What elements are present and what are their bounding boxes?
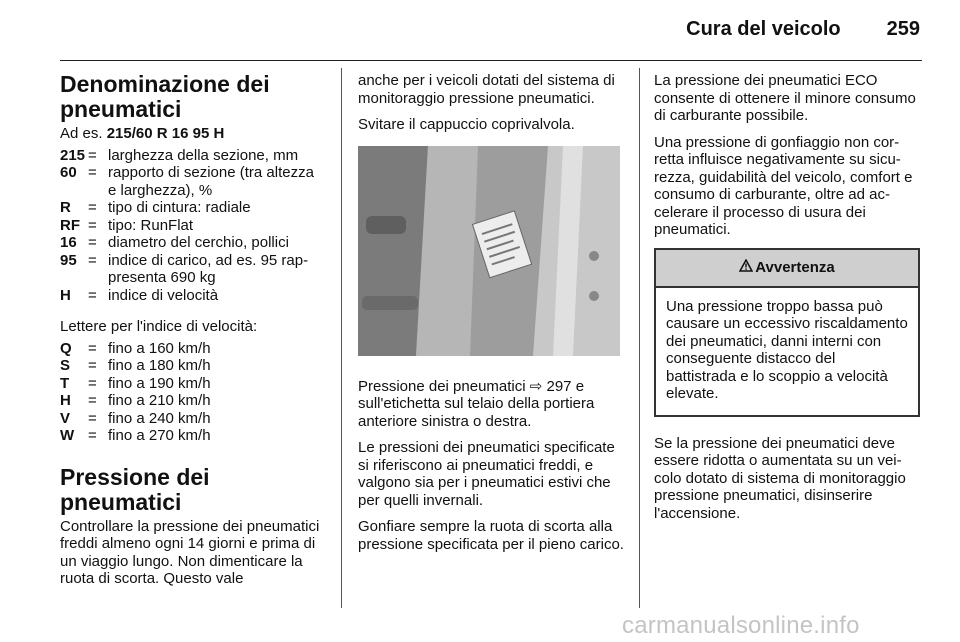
speed-eq: = [88, 427, 97, 444]
speed-value: fino a 180 km/h [108, 357, 211, 374]
warning-text: Una pressione troppo bassa può causare un eccessivo riscaldamento dei pneumatici, danni interni con conseguente distacco del battistrada e lo scoppio a velocità elevate. [666, 297, 908, 402]
definition-row [60, 217, 326, 235]
def-value: rapporto di sezione (tra altezza e larghezza), % [108, 164, 314, 199]
speed-eq: = [88, 357, 97, 374]
speed-index-list [60, 340, 326, 445]
column-divider-1 [341, 68, 342, 608]
speed-eq: = [88, 409, 97, 427]
warning-box [654, 248, 920, 417]
designation-list [60, 147, 326, 305]
definition-row [60, 252, 326, 287]
speed-key: T [60, 374, 70, 392]
warning-triangle-icon [739, 259, 753, 277]
def-key: H [60, 286, 71, 304]
example-code: 215/60 R 16 95 H [106, 125, 225, 142]
column-3 [654, 72, 920, 531]
def-eq: = [88, 164, 97, 181]
column-2 [358, 72, 624, 562]
def-eq: = [88, 216, 97, 234]
speed-value: fino a 240 km/h [108, 409, 211, 427]
speed-eq: = [88, 339, 97, 357]
definition-row [60, 164, 326, 199]
paragraph: Controllare la pressione dei pneumatici freddi almeno ogni 14 giorni e prima di un viaggio lungo. Non dimenticare la ruota di scorta. Questo vale [60, 517, 320, 587]
page-number: 259 [886, 18, 920, 40]
def-key: RF [60, 216, 80, 234]
paragraph: Pressione dei pneumatici ⇨ 297 e sull'etichetta sul telaio della portiera anteriore sinistra o destra. [358, 377, 595, 430]
watermark: carmanualsonline.info [622, 612, 860, 639]
def-key: R [60, 199, 71, 216]
def-key: 16 [60, 234, 77, 251]
speed-row [60, 375, 326, 393]
speed-eq: = [88, 392, 97, 409]
paragraph: Una pressione di gonfiaggio non corretta influisce negativamente su sicurezza, guidabilità del veicolo, comfort e consumo di carburante, oltre ad accelerare il processo di usura dei pneumatici. [654, 133, 913, 238]
speed-row [60, 340, 326, 358]
def-eq: = [88, 146, 97, 164]
def-value: tipo di cintura: radiale [108, 199, 251, 216]
section-title: Cura del veicolo [686, 18, 841, 40]
warning-title: Avvertenza [755, 258, 835, 276]
speed-key: Q [60, 339, 72, 357]
def-key: 215 [60, 146, 86, 164]
paragraph: Gonfiare sempre la ruota di scorta alla pressione specificata per il pieno carico. [358, 518, 624, 553]
paragraph: anche per i veicoli dotati del sistema di monitoraggio pressione pneumatici. [358, 72, 615, 107]
definition-row [60, 234, 326, 252]
paragraph: Se la pressione dei pneumatici deve essere ridotta o aumentata su un veicolo dotato di sistema di monitoraggio pressione pneumatici, disinserire l'accensione. [654, 434, 906, 522]
def-value: diametro del cerchio, pollici [108, 234, 289, 251]
definition-row [60, 147, 326, 165]
speed-value: fino a 270 km/h [108, 427, 211, 444]
definition-row [60, 199, 326, 217]
speed-index-intro: Lettere per l'indice di velocità: [60, 318, 258, 335]
door-frame-label-photo [358, 146, 620, 356]
def-eq: = [88, 234, 97, 251]
speed-row [60, 357, 326, 375]
def-key: 60 [60, 164, 77, 181]
heading-tyre-designation: Denominazione dei pneumatici [60, 71, 270, 122]
speed-key: W [60, 427, 75, 444]
column-1 [60, 72, 326, 597]
example-prefix: Ad es. [60, 125, 103, 142]
page-header [686, 18, 920, 41]
speed-key: S [60, 357, 71, 374]
heading-tyre-pressure: Pressione dei pneumatici [60, 463, 210, 515]
paragraph: Le pressioni dei pneumatici specificate si riferiscono ai pneumatici freddi, e valgono sia per i pneumatici estivi che per quelli invernali. [358, 439, 615, 509]
paragraph: La pressione dei pneumatici ECO consente di ottenere il minore consumo di carburante possibile. [654, 72, 916, 124]
def-eq: = [88, 286, 97, 304]
speed-value: fino a 190 km/h [108, 374, 211, 392]
speed-key: H [60, 392, 71, 409]
speed-row [60, 392, 326, 410]
definition-row [60, 287, 326, 305]
speed-value: fino a 160 km/h [108, 339, 211, 357]
paragraph: Svitare il cappuccio coprivalvola. [358, 116, 575, 133]
speed-row [60, 410, 326, 428]
def-value: indice di carico, ad es. 95 rappresenta 690 kg [108, 251, 309, 286]
warning-header [656, 250, 918, 288]
def-value: larghezza della sezione, mm [108, 146, 299, 164]
header-rule [60, 60, 922, 61]
def-value: indice di velocità [108, 286, 219, 304]
speed-row [60, 427, 326, 445]
speed-eq: = [88, 374, 97, 392]
def-key: 95 [60, 251, 77, 269]
example-line [60, 125, 326, 143]
speed-key: V [60, 409, 71, 427]
def-value: tipo: RunFlat [108, 216, 194, 234]
column-divider-2 [639, 68, 640, 608]
speed-value: fino a 210 km/h [108, 392, 211, 409]
def-eq: = [88, 251, 97, 269]
def-eq: = [88, 199, 97, 216]
